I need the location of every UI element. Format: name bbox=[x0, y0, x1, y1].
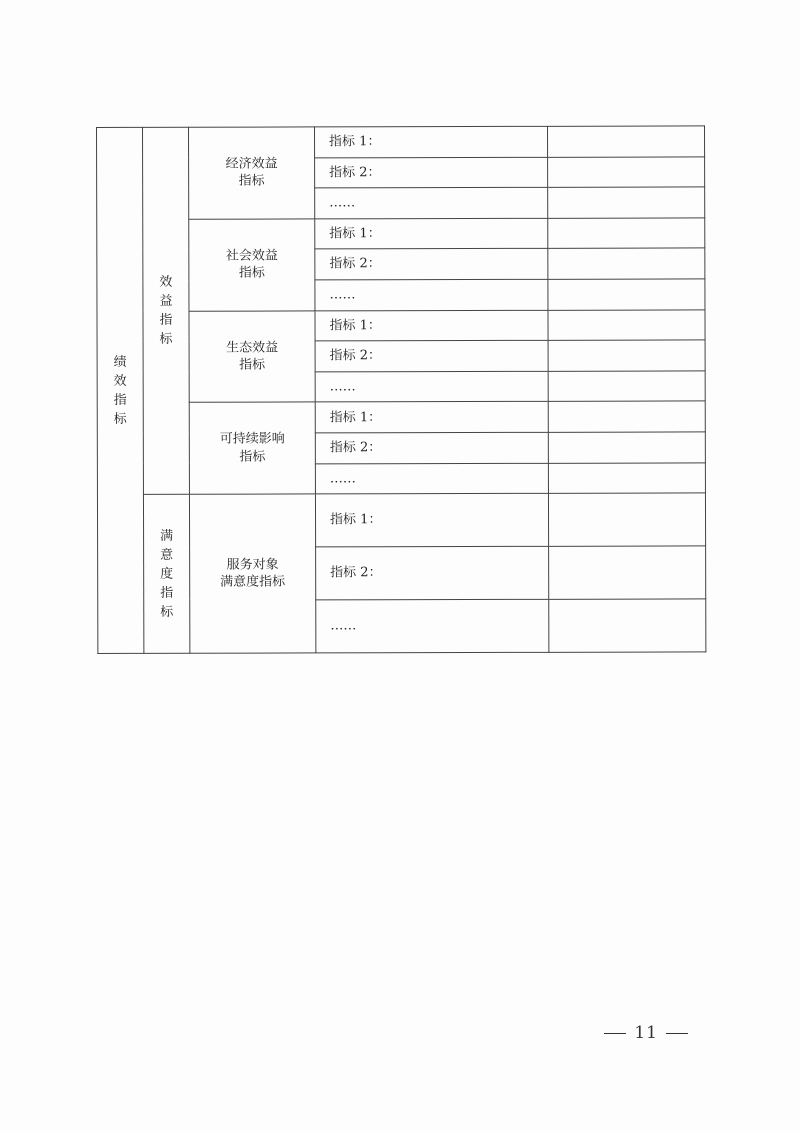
benefit-group-char: 标 bbox=[159, 331, 173, 347]
category-label-line1: 生态效益 bbox=[226, 340, 279, 356]
indicator-label: 指标 1： bbox=[315, 310, 548, 341]
page-number-footer bbox=[596, 1023, 696, 1043]
indicator-value-cell[interactable] bbox=[549, 599, 706, 652]
category-label-line1: 可持续影响 bbox=[219, 431, 285, 448]
category-social-benefit bbox=[189, 219, 315, 311]
indicator-label: 指标 1： bbox=[315, 494, 548, 547]
indicator-value-cell[interactable] bbox=[548, 340, 705, 371]
category-label-line2: 指标 bbox=[238, 265, 265, 281]
indicator-label: 指标 2： bbox=[315, 432, 548, 463]
indicator-label: …… bbox=[315, 279, 548, 310]
level1-char: 绩 bbox=[113, 354, 127, 370]
satisfaction-group-char: 标 bbox=[160, 604, 174, 620]
indicator-label: 指标 2： bbox=[316, 546, 549, 599]
performance-indicator-table bbox=[96, 125, 706, 654]
table-row bbox=[97, 218, 705, 250]
category-sustainable-impact bbox=[189, 402, 315, 494]
indicator-label: …… bbox=[315, 463, 548, 494]
indicator-label: …… bbox=[315, 188, 548, 219]
indicator-value-cell[interactable] bbox=[548, 371, 705, 402]
category-label-line2: 指标 bbox=[239, 449, 266, 465]
left-dash bbox=[604, 1033, 626, 1034]
indicator-value-cell[interactable] bbox=[548, 493, 705, 546]
category-label-line1: 经济效益 bbox=[225, 156, 278, 172]
right-dash bbox=[666, 1033, 688, 1034]
indicator-value-cell[interactable] bbox=[548, 279, 705, 310]
level1-performance-indicator-cell bbox=[97, 127, 144, 653]
table-row bbox=[97, 310, 705, 342]
indicator-value-cell[interactable] bbox=[548, 432, 705, 463]
indicator-value-cell[interactable] bbox=[548, 248, 705, 279]
benefit-group-char: 效 bbox=[159, 274, 173, 290]
satisfaction-group-char: 满 bbox=[160, 528, 174, 544]
table-row bbox=[97, 126, 705, 158]
indicator-value-cell[interactable] bbox=[548, 463, 705, 494]
indicator-value-cell[interactable] bbox=[548, 310, 705, 341]
level1-char: 效 bbox=[113, 373, 127, 389]
category-label-line2: 满意度指标 bbox=[220, 574, 286, 590]
category-label-line1: 社会效益 bbox=[225, 248, 278, 264]
performance-indicator-table-wrapper bbox=[96, 125, 705, 654]
indicator-label: 指标 2： bbox=[315, 249, 548, 280]
indicator-value-cell[interactable] bbox=[548, 157, 705, 188]
indicator-label: …… bbox=[316, 599, 549, 653]
satisfaction-group-char: 度 bbox=[160, 566, 174, 582]
indicator-value-cell[interactable] bbox=[548, 401, 705, 432]
table-row bbox=[97, 401, 705, 433]
indicator-label: 指标 1： bbox=[315, 402, 548, 433]
category-service-satisfaction bbox=[189, 494, 315, 653]
indicator-label: 指标 2： bbox=[315, 341, 548, 372]
category-label-line2: 指标 bbox=[238, 173, 265, 190]
indicator-value-cell[interactable] bbox=[547, 126, 704, 157]
indicator-label: 指标 2： bbox=[315, 157, 548, 188]
benefit-group-char: 益 bbox=[159, 293, 173, 309]
satisfaction-group-char: 意 bbox=[160, 547, 174, 563]
indicator-value-cell[interactable] bbox=[548, 218, 705, 249]
indicator-value-cell[interactable] bbox=[549, 546, 706, 599]
category-ecological-benefit bbox=[189, 311, 315, 403]
category-economic-benefit bbox=[189, 127, 315, 219]
indicator-label: 指标 1： bbox=[315, 218, 548, 249]
benefit-group-char: 指 bbox=[159, 312, 173, 328]
satisfaction-group-char: 指 bbox=[160, 585, 174, 601]
level1-char: 指 bbox=[113, 392, 127, 408]
category-label-line1: 服务对象 bbox=[226, 557, 279, 573]
indicator-value-cell[interactable] bbox=[548, 187, 705, 218]
level1-char: 标 bbox=[113, 411, 127, 427]
category-label-line2: 指标 bbox=[239, 357, 266, 373]
page-number: 11 bbox=[634, 1023, 658, 1043]
indicator-label: 指标 1： bbox=[315, 126, 548, 157]
indicator-label: …… bbox=[315, 371, 548, 402]
satisfaction-indicator-group-cell bbox=[143, 495, 189, 654]
benefit-indicator-group-cell bbox=[143, 127, 190, 494]
table-row bbox=[97, 493, 705, 547]
